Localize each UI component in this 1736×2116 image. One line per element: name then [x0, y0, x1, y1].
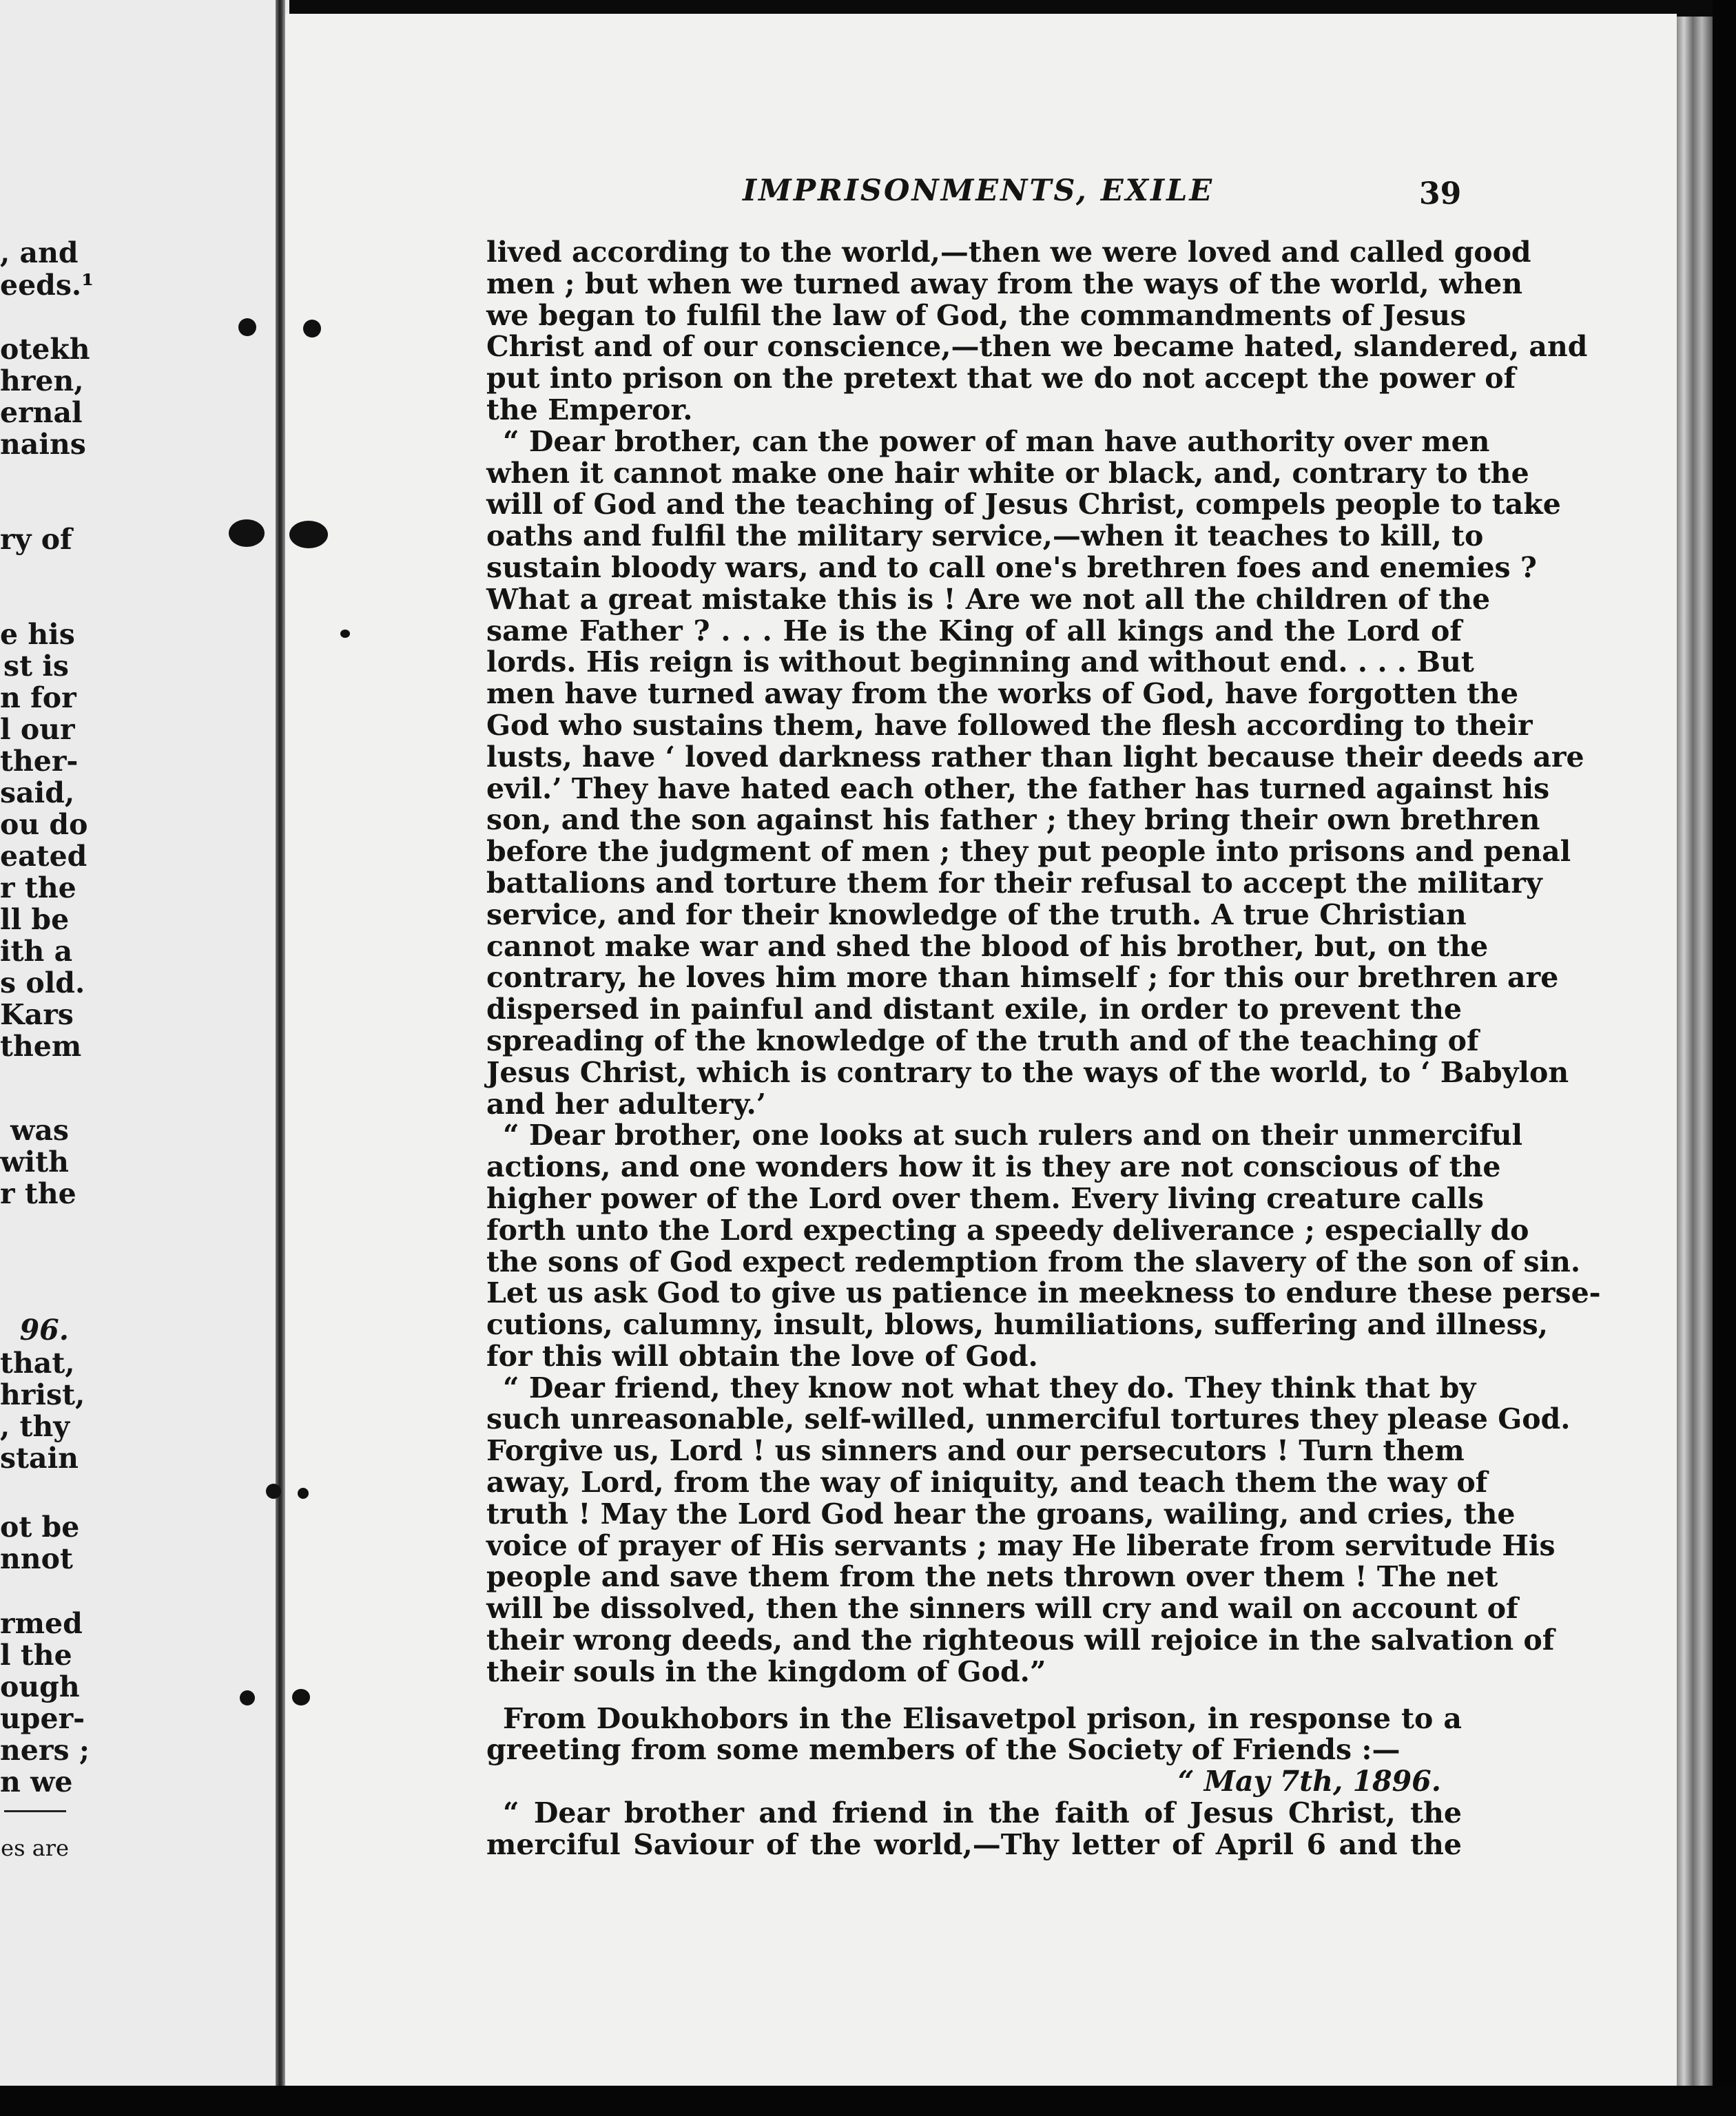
left-fragment: hrist, [0, 1378, 85, 1411]
scan-border-bottom [0, 2086, 1736, 2116]
text-line: battalions and torture them for their refusal to accept the military [486, 866, 1542, 900]
text-line: before the judgment of men ; they put people into prisons and penal [486, 835, 1571, 869]
binding-hole [266, 1484, 281, 1499]
left-fragment: , and [0, 236, 79, 269]
left-fragment: with [0, 1145, 69, 1179]
binding-hole [289, 521, 328, 548]
text-line: “ Dear brother, one looks at such rulers and on their unmerciful [503, 1119, 1523, 1152]
text-line: will be dissolved, then the sinners will cry and wail on account of [486, 1592, 1518, 1626]
left-fragment: them [0, 1030, 82, 1063]
text-line: actions, and one wonders how it is they are not conscious of the [486, 1150, 1501, 1184]
text-line: cutions, calumny, insult, blows, humiliations, suffering and illness, [486, 1308, 1549, 1342]
left-fragment: stain [0, 1442, 79, 1475]
left-fragment: uper- [0, 1702, 85, 1735]
text-line: the sons of God expect redemption from the slavery of the son of sin. [486, 1245, 1581, 1278]
text-line: people and save them from the nets thrown over them ! The net [486, 1560, 1498, 1594]
text-line: Let us ask God to give us patience in meekness to endure these perse- [486, 1276, 1601, 1310]
left-fragment: ot be [0, 1511, 80, 1544]
text-line: forth unto the Lord expecting a speedy deliverance ; especially do [486, 1213, 1529, 1247]
left-fragment: n for [0, 681, 76, 714]
letter-dateline: “ May 7th, 1896. [1177, 1765, 1441, 1798]
left-fragment: ry of [0, 523, 72, 556]
text-line: and her adultery.’ [486, 1087, 766, 1121]
text-line: away, Lord, from the way of iniquity, and teach them the way of [486, 1466, 1488, 1500]
left-fragment: 96. [19, 1314, 69, 1347]
running-title: IMPRISONMENTS, EXILE [743, 174, 1215, 208]
text-line: From Doukhobors in the Elisavetpol prison, in response to a [503, 1701, 1462, 1735]
left-fragment: rmed [0, 1607, 83, 1640]
text-line: higher power of the Lord over them. Every living creature calls [486, 1181, 1484, 1215]
text-line: such unreasonable, self-willed, unmerciful tortures they please God. [486, 1402, 1571, 1436]
left-fragment: l our [0, 713, 75, 746]
text-line: lived according to the world,—then we were loved and called good [486, 236, 1531, 269]
text-line: contrary, he loves him more than himself ; for this our brethren are [486, 961, 1559, 995]
text-line: dispersed in painful and distant exile, in order to prevent the [486, 993, 1462, 1026]
text-line: God who sustains them, have followed the flesh according to their [486, 708, 1533, 742]
text-line: sustain bloody wars, and to call one's brethren foes and enemies ? [486, 550, 1537, 584]
text-line: greeting from some members of the Society of Friends :— [486, 1733, 1401, 1767]
binding-hole [303, 320, 321, 338]
left-fragment: nnot [0, 1542, 73, 1575]
text-line: service, and for their knowledge of the truth. A true Christian [486, 898, 1467, 931]
left-fragment: eated [0, 840, 87, 873]
left-fragment: otekh [0, 333, 90, 366]
page-edge [1677, 17, 1713, 2086]
binding-hole [292, 1689, 310, 1705]
text-line: merciful Saviour of the world,—Thy letter of April 6 and the [486, 1827, 1462, 1861]
left-fragment: was [10, 1114, 69, 1147]
scan-border-right [1713, 0, 1736, 2116]
left-fragment: ith a [0, 935, 73, 968]
text-line: the Emperor. [486, 393, 693, 426]
paragraph-gap [486, 1688, 1462, 1703]
text-line: truth ! May the Lord God hear the groans, wailing, and cries, the [486, 1497, 1516, 1531]
left-fragment: hren, [0, 364, 84, 397]
left-fragment: said, [0, 776, 75, 809]
left-fragment: nains [0, 428, 86, 461]
left-fragment: n we [0, 1765, 73, 1798]
binding-hole [340, 630, 350, 638]
left-fragment: r the [0, 871, 76, 904]
text-line: son, and the son against his father ; they bring their own brethren [486, 803, 1540, 837]
text-line: cannot make war and shed the blood of his brother, but, on the [486, 929, 1489, 963]
left-fragment: ll be [0, 903, 70, 936]
text-line: evil.’ They have hated each other, the father has turned against his [486, 771, 1550, 805]
binding-hole [298, 1488, 309, 1499]
page-number: 39 [1419, 176, 1462, 211]
left-fragment: es are [1, 1835, 69, 1861]
text-line: “ Dear friend, they know not what they do. They think that by [503, 1371, 1476, 1404]
left-fragment: ernal [0, 396, 83, 429]
text-line: voice of prayer of His servants ; may He liberate from servitude His [486, 1528, 1556, 1562]
text-line: “ Dear brother, can the power of man have authority over men [503, 424, 1490, 458]
left-fragment: st is [3, 650, 69, 683]
text-line: their wrong deeds, and the righteous will rejoice in the salvation of [486, 1624, 1555, 1657]
left-fragment: eeds.¹ [0, 269, 94, 302]
text-line: for this will obtain the love of God. [486, 1339, 1038, 1373]
left-fragment: , thy [0, 1410, 70, 1443]
text-line: same Father ? . . . He is the King of all kings and the Lord of [486, 614, 1462, 647]
text-line: Forgive us, Lord ! us sinners and our persecutors ! Turn them [486, 1434, 1465, 1468]
text-line: Jesus Christ, which is contrary to the ways of the world, to ‘ Babylon [486, 1055, 1569, 1089]
text-line: lusts, have ‘ loved darkness rather than light because their deeds are [486, 740, 1584, 774]
text-line: men have turned away from the works of God, have forgotten the [486, 677, 1519, 711]
book-gutter [276, 0, 285, 2087]
text-line: Christ and of our conscience,—then we became hated, slandered, and [486, 330, 1588, 364]
left-fragment: Kars [0, 998, 74, 1031]
left-fragment: ther- [0, 745, 79, 778]
text-line: we began to fulfil the law of God, the commandments of Jesus [486, 298, 1467, 332]
left-fragment: ners ; [0, 1734, 90, 1767]
text-line: “ Dear brother and friend in the faith of Jesus Christ, the [503, 1796, 1462, 1830]
footnote-rule [4, 1810, 66, 1812]
text-line: when it cannot make one hair white or black, and, contrary to the [486, 456, 1529, 490]
text-line: What a great mistake this is ! Are we not all the children of the [486, 582, 1491, 616]
text-line: men ; but when we turned away from the ways of the world, when [486, 267, 1523, 300]
page-body [486, 236, 1601, 1861]
text-line: lords. His reign is without beginning and without end. . . . But [486, 645, 1474, 679]
left-fragment: l the [0, 1639, 72, 1672]
binding-hole [238, 318, 256, 336]
binding-hole [240, 1690, 255, 1705]
left-fragment: e his [0, 618, 75, 651]
left-fragment: ough [0, 1670, 80, 1703]
text-line: put into prison on the pretext that we do not accept the power of [486, 362, 1516, 395]
left-page [0, 0, 289, 2087]
text-line: oaths and fulfil the military service,—when it teaches to kill, to [486, 519, 1484, 553]
left-fragment: that, [0, 1347, 75, 1380]
left-fragment: s old. [0, 966, 85, 999]
binding-hole [229, 519, 265, 547]
left-fragment: ou do [0, 808, 88, 841]
text-line: will of God and the teaching of Jesus Christ, compels people to take [486, 488, 1561, 521]
left-fragment: r the [0, 1177, 76, 1210]
text-line: their souls in the kingdom of God.” [486, 1655, 1046, 1688]
text-line: spreading of the knowledge of the truth and of the teaching of [486, 1024, 1479, 1057]
